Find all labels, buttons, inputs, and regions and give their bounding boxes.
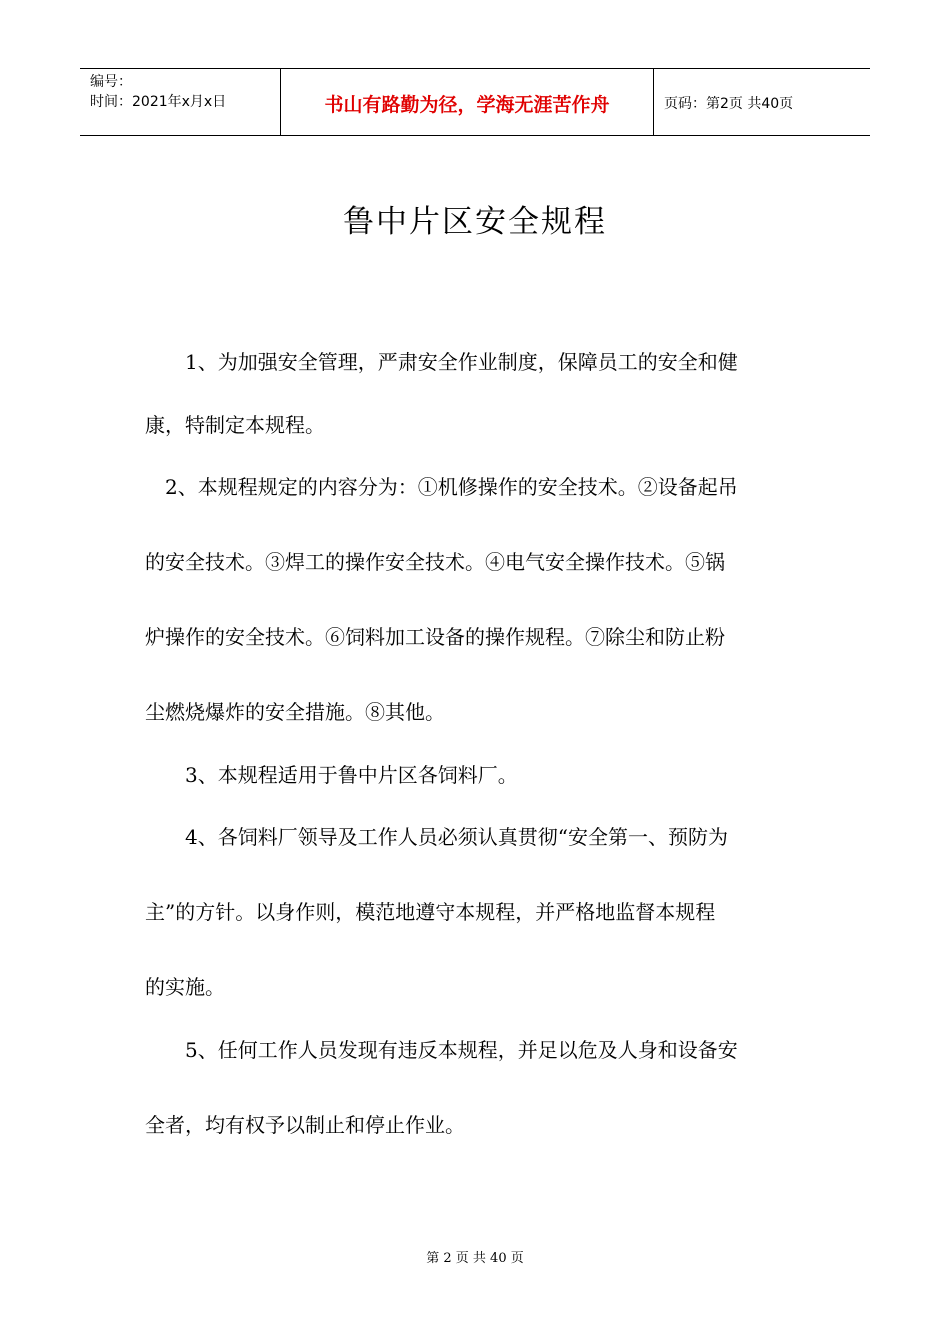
time-label: 时间：2021年x月x日 bbox=[90, 94, 227, 110]
body-line: 2、本规程规定的内容分为：①机修操作的安全技术。②设备起吊 bbox=[145, 475, 738, 499]
body-line: 主”的方针。以身作则，模范地遵守本规程，并严格地监督本规程 bbox=[145, 900, 716, 924]
header-page-info: 页码：第2页 共40页 bbox=[664, 96, 794, 112]
document-title: 鲁中片区安全规程 bbox=[343, 204, 607, 240]
page-header bbox=[80, 68, 870, 136]
body-line: 的安全技术。③焊工的操作安全技术。④电气安全操作技术。⑤锅 bbox=[145, 550, 725, 574]
body-line: 全者，均有权予以制止和停止作业。 bbox=[145, 1113, 465, 1137]
body-line: 1、为加强安全管理，严肃安全作业制度，保障员工的安全和健 bbox=[145, 350, 738, 374]
body-line: 炉操作的安全技术。⑥饲料加工设备的操作规程。⑦除尘和防止粉 bbox=[145, 625, 725, 649]
body-line: 3、本规程适用于鲁中片区各饲料厂。 bbox=[145, 763, 518, 787]
body-line: 5、任何工作人员发现有违反本规程，并足以危及人身和设备安 bbox=[145, 1038, 738, 1062]
page-footer: 第 2 页 共 40 页 bbox=[426, 1251, 524, 1266]
body-line: 尘燃烧爆炸的安全措施。⑧其他。 bbox=[145, 700, 445, 724]
body-line: 康，特制定本规程。 bbox=[145, 413, 325, 437]
body-line: 的实施。 bbox=[145, 975, 225, 999]
number-label: 编号： bbox=[90, 74, 132, 90]
body-line: 4、各饲料厂领导及工作人员必须认真贯彻“安全第一、预防为 bbox=[145, 825, 728, 849]
header-motto: 书山有路勤为径，学海无涯苦作舟 bbox=[281, 69, 654, 135]
header-left-cell bbox=[80, 69, 281, 135]
